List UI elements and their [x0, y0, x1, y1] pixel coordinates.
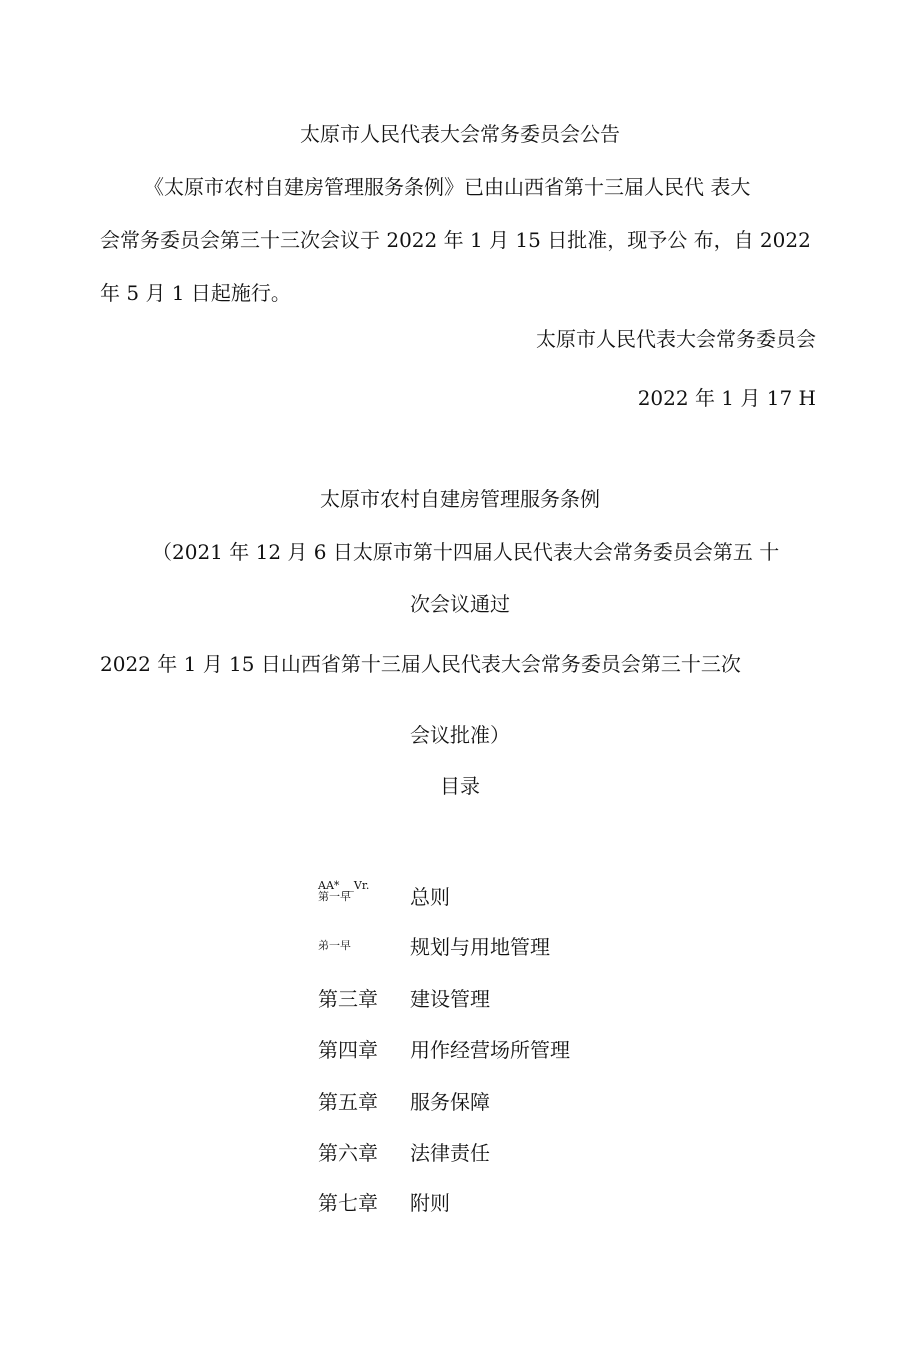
regulation-note-line-3: 2022 年 1 月 15 日山西省第十三届人民代表大会常务委员会第三十三次 [100, 652, 741, 676]
toc-chapter-label: 第七章 [318, 1191, 378, 1215]
toc-title: 服务保障 [410, 1090, 490, 1114]
toc-title: 建设管理 [410, 987, 490, 1011]
toc-title: 规划与用地管理 [410, 935, 550, 959]
toc-title: 用作经营场所管理 [410, 1038, 570, 1062]
toc-chapter-garbled-top: AA* __Vr. [318, 879, 370, 892]
announcement-signature: 太原市人民代表大会常务委员会 [536, 327, 816, 351]
announcement-body-line-2: 会常务委员会第三十三次会议于 2022 年 1 月 15 日批准，现予公 布，自 2022 [100, 228, 811, 252]
toc-title: 法律责任 [410, 1141, 490, 1165]
toc-chapter-garbled-bottom: 第一早 [318, 890, 351, 903]
toc-title: 总则 [410, 885, 450, 909]
announcement-body-line-1: 《太原市农村自建房管理服务条例》已由山西省第十三届人民代 表大 [144, 175, 751, 199]
toc-title: 附则 [410, 1191, 450, 1215]
announcement-body-line-3: 年 5 月 1 日起施行。 [100, 281, 291, 305]
regulation-note-line-1: （2021 年 12 月 6 日太原市第十四届人民代表大会常务委员会第五 十 [152, 540, 780, 564]
toc-chapter-label: 第三章 [318, 987, 378, 1011]
announcement-title: 太原市人民代表大会常务委员会公告 [300, 122, 620, 146]
regulation-note-line-4: 会议批准） [410, 723, 510, 747]
regulation-note-line-2: 次会议通过 [410, 592, 510, 616]
announcement-date: 2022 年 1 月 17 H [637, 386, 816, 410]
toc-heading: 目录 [440, 774, 480, 798]
toc-chapter-label: 第六章 [318, 1141, 378, 1165]
regulation-title: 太原市农村自建房管理服务条例 [320, 487, 600, 511]
toc-chapter-label: 第四章 [318, 1038, 378, 1062]
toc-chapter-label: 弟一早 [318, 939, 351, 952]
toc-chapter-label: 第五章 [318, 1090, 378, 1114]
toc-chapter-label [318, 880, 369, 902]
